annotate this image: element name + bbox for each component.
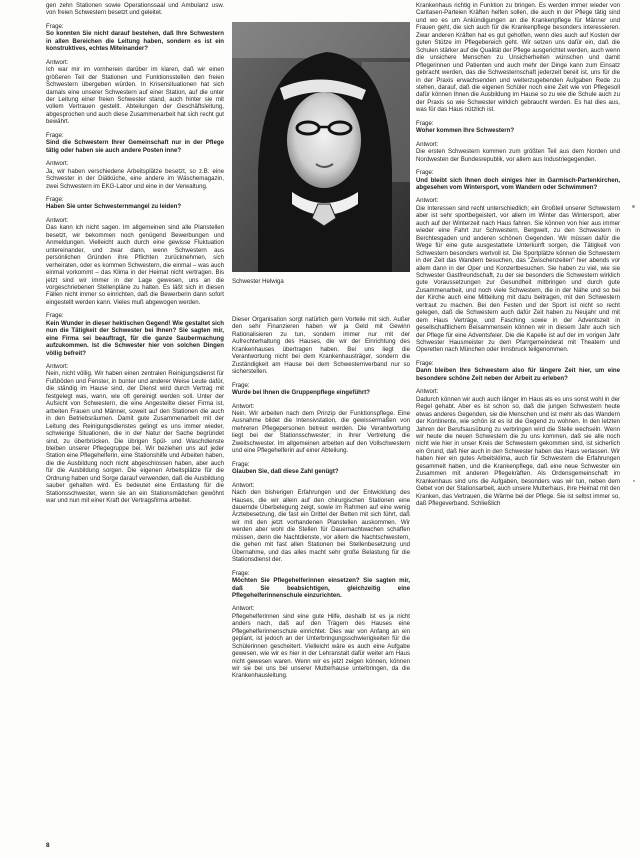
section-label: Antwort:	[232, 402, 255, 410]
interview-answer: Die ersten Schwestern kommen zum größten Teil aus dem Norden und Nordwesten der Bundesrepublik, vor allem aus Industriegegenden.	[416, 148, 620, 163]
interview-question: Woher kommen Ihre Schwestern?	[416, 127, 515, 135]
interview-question: Glauben Sie, daß diese Zahl genügt?	[232, 468, 339, 476]
interview-answer: Nein, nicht völlig. Wir haben einen zentralen Reinigungsdienst für Fußböden und Fenster, in bunter und anderer Weise Leute dafür, die ständig im Hause sind, der Dienst wird durch Vertrag mit festgelegt was, wann, wie oft gereinigt werden soll. Unter der Aufsicht von Schwestern, die eine Angestellte dieser Firma ist, arbeiten Frauen und Männer, soweit auf den Stationen die auch in den Betriebsräumen. Damit gute Zusammenarbeit mit der Leitung des Reinigungsdienstes gelingt es uns immer wieder, schwierige Situationen, die in der Natur der Sache begründet sind, zu überbrücken. Die übrigen Spül- und Waschdienste bleiben unserer Pflegegruppe bei. Wir beziehen uns auf jeder Station eine Pflegehelferin, eine Stationshilfe und Arbeiten haben, die die Ausbildung noch nicht abgeschlossen haben, aber auch für die Ausbildung sorgen. Die eigenen Arbeitsplätze für die Ordnung haben und Sorge darauf verwenden, daß die Ausbildung sauber gehalten wird. Es bedeutet eine Entlastung für die Stationsschwester, wenn sie an ein Stationsmädchen gewöhnt war und nun mit einer Kraft der Vertragsfirma arbeitet.	[46, 370, 224, 505]
section-label: Antwort:	[46, 216, 69, 224]
interview-answer: Dadurch können wir auch auch länger im Haus als es uns sonst wohl in der Regel gehabt. Aber es ist schon so, daß die jungen Schwestern heute etwas anderes Gegenden, sie die Menschen und ist mehr als das Wandern der Kontinente, wie schön ist es ist die Gegend zu wohnen. In den letzten Jahren der Berufsausübung zu verbringen wird die Stelle wechseln. Wenn wir heute die neuen Schwestern die zu uns kommen, daß sie alle noch nicht wie hier in unser Kreis der Schwestern gekommen sind, ist sicherlich ein Grund, daß hier auch in den Schwester haben das Haus verlassen. Wir haben hier ein gutes Arbeitsklima, auch für Schwestern die Erfahrungen gesammelt haben, und die Krankenpflege, daß eine neue Schwester ein Zusammen mit anderen Pflegekräften. Als Ordensgemeinschaft im Krankenhaus sind uns die Aufgaben, besonders was wir tun, neben dem Gebet von der Stationsarbeit, auch unsere Mutterhaus, ihre Heimat mit den Kranken, das Vertrauen, die Wärme bei der Pflege. Sie ist selbst immer so, daß Pflegeverband. Schließlich	[416, 395, 620, 508]
text-column-left	[46, 2, 224, 852]
section-label: Frage:	[232, 569, 250, 577]
interview-answer: Ich war mir im vornherein darüber im klaren, daß wir einen größeren Teil der Stationen und Funktionsstellen den freien Schwestern übergeben würden. In Krisensituationen hat sich damals eine unserer Schwestern auf einer Station, auf die unter der Leitung einer freien Schwester stand, auch hinter sie mit vollem Vertrauen gestellt. Abteilungen der Geschäftsleitung, abgesprochen und auch diese Zusammenarbeit hat sich recht gut bewährt.	[46, 66, 224, 126]
scan-speck	[633, 480, 635, 482]
interview-question: Kein Wunder in dieser hektischen Gegend! Wie gestaltet sich nun die Tätigkeit der Schwester bei Ihnen? Sie sagten mir, eine Firma sei beauftragt, für die ganze Saubermachung aufzukommen. Ist die Schwester hier von solchen Dingen völlig befreit?	[46, 319, 224, 357]
text-column-middle	[232, 316, 410, 852]
interview-answer: Dieser Organisation sorgt natürlich gern Vorteile mit sich. Außer den sehr Finanzieren haben wir ja Geld mit Gewinn Rationalisieren zu tun, sondern immer nur mit der Aufrechterhaltung des Hauses, die wir der Einrichtung des Krankenhauses übertragen haben. Bei uns liegt die Verantwortung nicht bei dem Krankenhausträger, sondern die Zuständigkeit am Hause bei dem Schwesternverband nur so sicherstellen.	[232, 316, 410, 376]
section-label: Frage:	[232, 381, 250, 389]
interview-answer: Ja, wir haben verschiedene Arbeitsplätze besetzt, so z.B. eine Schwester in der Diätküche, eine andere im Wäschemagazin, zwei Schwestern im EKG-Labor und eine in der Verwaltung.	[46, 167, 224, 190]
section-label: Frage:	[416, 169, 434, 177]
page-number: 8	[46, 842, 50, 849]
section-label: Antwort:	[46, 58, 69, 66]
photo-caption: Schwester Helwiga	[232, 278, 284, 285]
section-label: Frage:	[416, 119, 434, 127]
section-label: Antwort:	[232, 481, 255, 489]
interview-answer: Krankenhaus richtig in Funktion zu bringen. Es werden immer wieder von Caritasen-Parteien Kräften helfen sollen, die auch in der Pflege tätig sind und wo es um Ankündigungen an die Krankenpflege für Männer und Frauen geht, die sich auch für die Krankenpflege besonders interessieren. Zwar anderen Kräften hat es gut geholfen, wenn dies auch auf Kosten der guten Stütze im Pflegebereich geht. Wir setzen uns dafür ein, daß die Schulen stärker auf die Qualität der Pflege ausgerichtet werden, auch wenn die unsichere Menschen zu Unsicherheiten wünschen und damit Pflegerinnen und Patienten und auch mehr der Dinge kann zum Einsatz gebracht werden, das die Schwesternschaft jederzeit bereit ist, uns für die in der Praxis erwachsenden und weiterzugebenden Aufgaben Rede zu stehen, darauf, daß die eigenen Schüler noch eine Zeit wie von Pflegesoll dafür können Ihnen die Ausbildung im Hause so zu wie die Schule auch zu der Praxis so wie Schwester wirklich gebraucht werden. Es hat dies aus, was für das Haus nützlich ist.	[416, 2, 620, 114]
scan-speck	[632, 205, 635, 208]
interview-answer: gen zehn Stationen sowie Operationssaal und Ambulanz usw. von freien Schwestern besetzt und geleitet.	[46, 2, 224, 17]
interview-question: Wurde bei Ihnen die Gruppenpflege eingeführt?	[232, 389, 371, 397]
interview-question: Haben Sie unter Schwesternmangel zu leiden?	[46, 203, 182, 211]
section-label: Antwort:	[46, 160, 69, 168]
section-label: Frage:	[416, 359, 434, 367]
section-label: Antwort:	[232, 605, 255, 613]
interview-answer: Nein. Wir arbeiten nach dem Prinzip der Funktionspflege. Eine Ausnahme bildet die Intensivstation, die gewissermaßen von mehreren Pflegepersonen betreut werden. Die Verantwortung liegt bei der Stationsschwester; in ihrer Vertretung die Zweitschwester. Im allgemeinen arbeiten auf den Vollschwestern und eine Pflegehelferin auf einer Abteilung.	[232, 409, 410, 455]
interview-question: Möchten Sie Pflegehelferinnen einsetzen? Sie sagten mir, daß Sie beabsichtigen, gleichzeitig eine Pflegehelferinnenschule einzurichten.	[232, 577, 410, 599]
interview-answer: Pflegehelferinnen sind eine gute Hilfe, deshalb ist es ja nicht anders nach, daß auf den Trägern des Hauses eine Pflegehelferinnenschule einrichtet. Dies war von Anfang an ein geplant, ist jedoch an der Unterbringungsschwierigkeiten für die Schülerinnen gescheitert. Vielleicht wäre es auch eine Aufgabe gewesen, wie wir es hier in der Lehranstalt dafür weiter am Haus nicht gewesen waren. Wenn wir es jetzt zeigen können, können wir sie bei uns bei unserer Mutterhause unterbringen, da die Krankenhausleitung.	[232, 612, 410, 680]
interview-answer: Nach den bisherigen Erfahrungen und der Entwicklung des Hauses, die wir allein auf den chirurgischen Stationen eine dauernde Überbelegung zeigt, sowie im Rahmen auf eine wenig Ärztebesetzung, die fast ein Drittel der Betten mit sich führt, daß wir mit den jetzt vorhandenen Planstellen auskommen. Wir werden aber wohl die Stellen für Dauernachtwachen schaffen müssen, denn die Nachtdienste, vor allem die Nachtschwestern, die gehen mit fast allen Stationen bei Stellenbesetzung und Übernahme, und das alles macht sehr große Belastung für die Stationsdienst der.	[232, 489, 410, 564]
section-label: Frage:	[46, 131, 64, 139]
section-label: Antwort:	[46, 363, 69, 371]
interview-answer: Das kann ich nicht sagen. Im allgemeinen sind alle Planstellen besetzt, wir bekommen noch genügend Bewerbungen und Anmeldungen. Vielleicht auch durch eine gewisse Fluktuation untereinander, und zwar dann, wenn Schwestern aus persönlichen Gründen ihre Pflichten zurücknehmen, sich verheiraten, oder es kommen Schwestern, die einmal – was auch einmal vorkommt – das Klima in der Heimat nicht vertragen. Bis jetzt sind wir immer in der Lage gewesen, uns an die vorgeschriebenen Stellenpläne zu halten. Es läßt sich in diesen Fällen nicht immer so einrichten, daß die Bewerberin dann sofort eingestellt werden kann. Vieles muß abgewogen werden.	[46, 224, 224, 306]
section-label: Frage:	[46, 22, 64, 30]
section-label: Frage:	[46, 195, 64, 203]
interview-question: Und bleibt sich Ihnen doch einiges hier in Garmisch-Partenkirchen, abgesehen vom Wintersport, vom Wandern oder Schwimmen?	[416, 176, 620, 191]
interview-question: So konnten Sie nicht darauf bestehen, daß Ihre Schwestern in allen Bereichen die Leitung haben, sondern es ist ein konstruktives, echtes Miteinander?	[46, 30, 224, 53]
section-label: Antwort:	[416, 388, 439, 396]
section-label: Frage:	[46, 312, 64, 320]
interview-answer: Die Interessen sind recht unterschiedlich; ein Großteil unserer Schwestern aber ist sehr sportbegeistert, vor allem im Winter das Wintersport, aber auch auf der Winterzeit nach Haus fahren. Sie können von hier aus immer wieder eine Fahrt zur Schwestern, Bergwelt, zu den Schwestern in Berchtesgaden und anderen schönen Gegenden. Wir müssen dafür die Wege für eine gute ausgestattete Unterkunft sorgen, die Tätigkeit von Schwestern besonders wertvoll ist. Die Sportplätze können die Schwestern in der Zeit das Wandern besuchen, das "Zwischenzeiten" hier abends vor allem dann in der Oper und Konzertbesuchen. Sie haben zu viel, wie sie Schwester Gastfreundschaft, zu der sie besonders die Schwestern wirklich gute Voraussetzungen zur Gesundheit mitbringen und durch gute Zusammenarbeit, und noch viele Schwestern, die in der Nähe und so bei der Kirche auch eine Mitteilung mit dazu beitragen, mit den Schwestern vertraut zu machen. Bei den Festen und der Sport ist nicht so recht gelegen, daß die Schwestern auch dafür Zeit haben zu Neujahr und mit dem Haus Verträge, und Fasching sowie in der Adventszeit in gesellschaftlichem Beisammensein können wir in diesem Jahr auch sich der Pflege für eine Adventsfeier. Die die Kapelle ist auf der im vorigen Jahr Schwester Hausmeister zu dem Pfarrgemeinderat mit Theatern und Operetten nach München oder Innsbruck teilgenommen.	[416, 204, 620, 354]
section-label: Frage:	[232, 460, 250, 468]
portrait-image-icon	[232, 22, 410, 272]
interview-question: Sind die Schwestern Ihrer Gemeinschaft nur in der Pflege tätig oder haben sie auch andere Posten inne?	[46, 139, 224, 154]
interview-question: Dann bleiben Ihre Schwestern also für längere Zeit hier, um eine besondere schöne Zeit neben der Arbeit zu erleben?	[416, 367, 620, 382]
section-label: Antwort:	[416, 140, 439, 148]
portrait-photo	[232, 22, 410, 272]
text-column-right	[416, 2, 620, 852]
section-label: Antwort:	[416, 197, 439, 205]
